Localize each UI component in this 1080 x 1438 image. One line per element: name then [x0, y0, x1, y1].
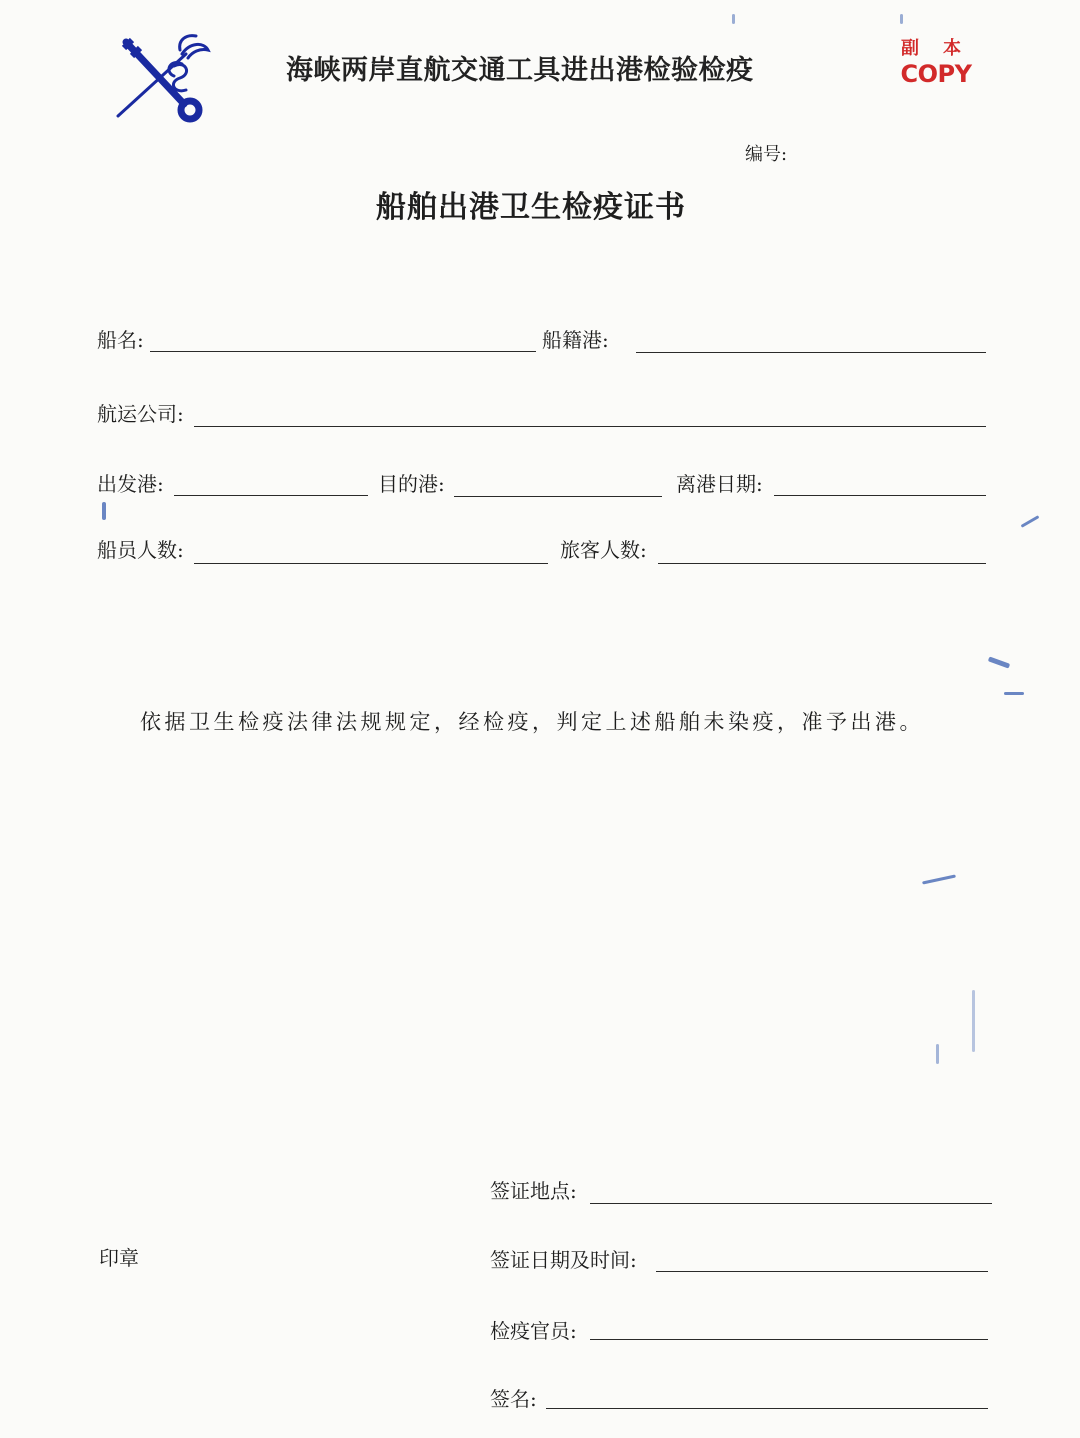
issue-datetime-line[interactable] [656, 1271, 988, 1272]
quarantine-statement: 依据卫生检疫法律法规规定，经检疫，判定上述船舶未染疫，准予出港。 [140, 710, 924, 734]
crew-count-line[interactable] [194, 563, 548, 564]
destination-port-label: 目的港: [378, 472, 445, 496]
shipping-company-label: 航运公司: [97, 402, 184, 426]
departure-port-line[interactable] [174, 495, 368, 496]
signature-label: 签名: [490, 1387, 537, 1411]
certificate-title: 船舶出港卫生检疫证书 [376, 190, 686, 225]
seal-label: 印章 [99, 1246, 139, 1270]
destination-port-line[interactable] [454, 496, 662, 497]
copy-stamp-chinese: 副本 [901, 38, 985, 59]
port-of-registry-label: 船籍港: [542, 328, 609, 352]
port-of-registry-line[interactable] [636, 352, 986, 353]
document-number-label: 编号: [745, 144, 788, 165]
crew-count-label: 船员人数: [97, 538, 184, 562]
issuing-authority-title: 海峡两岸直航交通工具进出港检验检疫 [286, 55, 754, 86]
shipping-company-line[interactable] [194, 426, 986, 427]
ship-name-line[interactable] [150, 351, 536, 352]
departure-port-label: 出发港: [97, 472, 164, 496]
copy-stamp-english: COPY [900, 60, 972, 88]
departure-date-label: 离港日期: [676, 472, 763, 496]
quarantine-officer-line[interactable] [590, 1339, 988, 1340]
quarantine-officer-label: 检疫官员: [490, 1319, 577, 1343]
issue-datetime-label: 签证日期及时间: [490, 1248, 637, 1272]
passenger-count-label: 旅客人数: [560, 538, 647, 562]
customs-emblem-icon [112, 30, 212, 124]
signature-line[interactable] [546, 1408, 988, 1409]
issue-place-line[interactable] [590, 1203, 992, 1204]
ship-name-label: 船名: [97, 328, 144, 352]
copy-stamp [886, 34, 986, 88]
departure-date-line[interactable] [774, 495, 986, 496]
issue-place-label: 签证地点: [490, 1179, 577, 1203]
passenger-count-line[interactable] [658, 563, 986, 564]
